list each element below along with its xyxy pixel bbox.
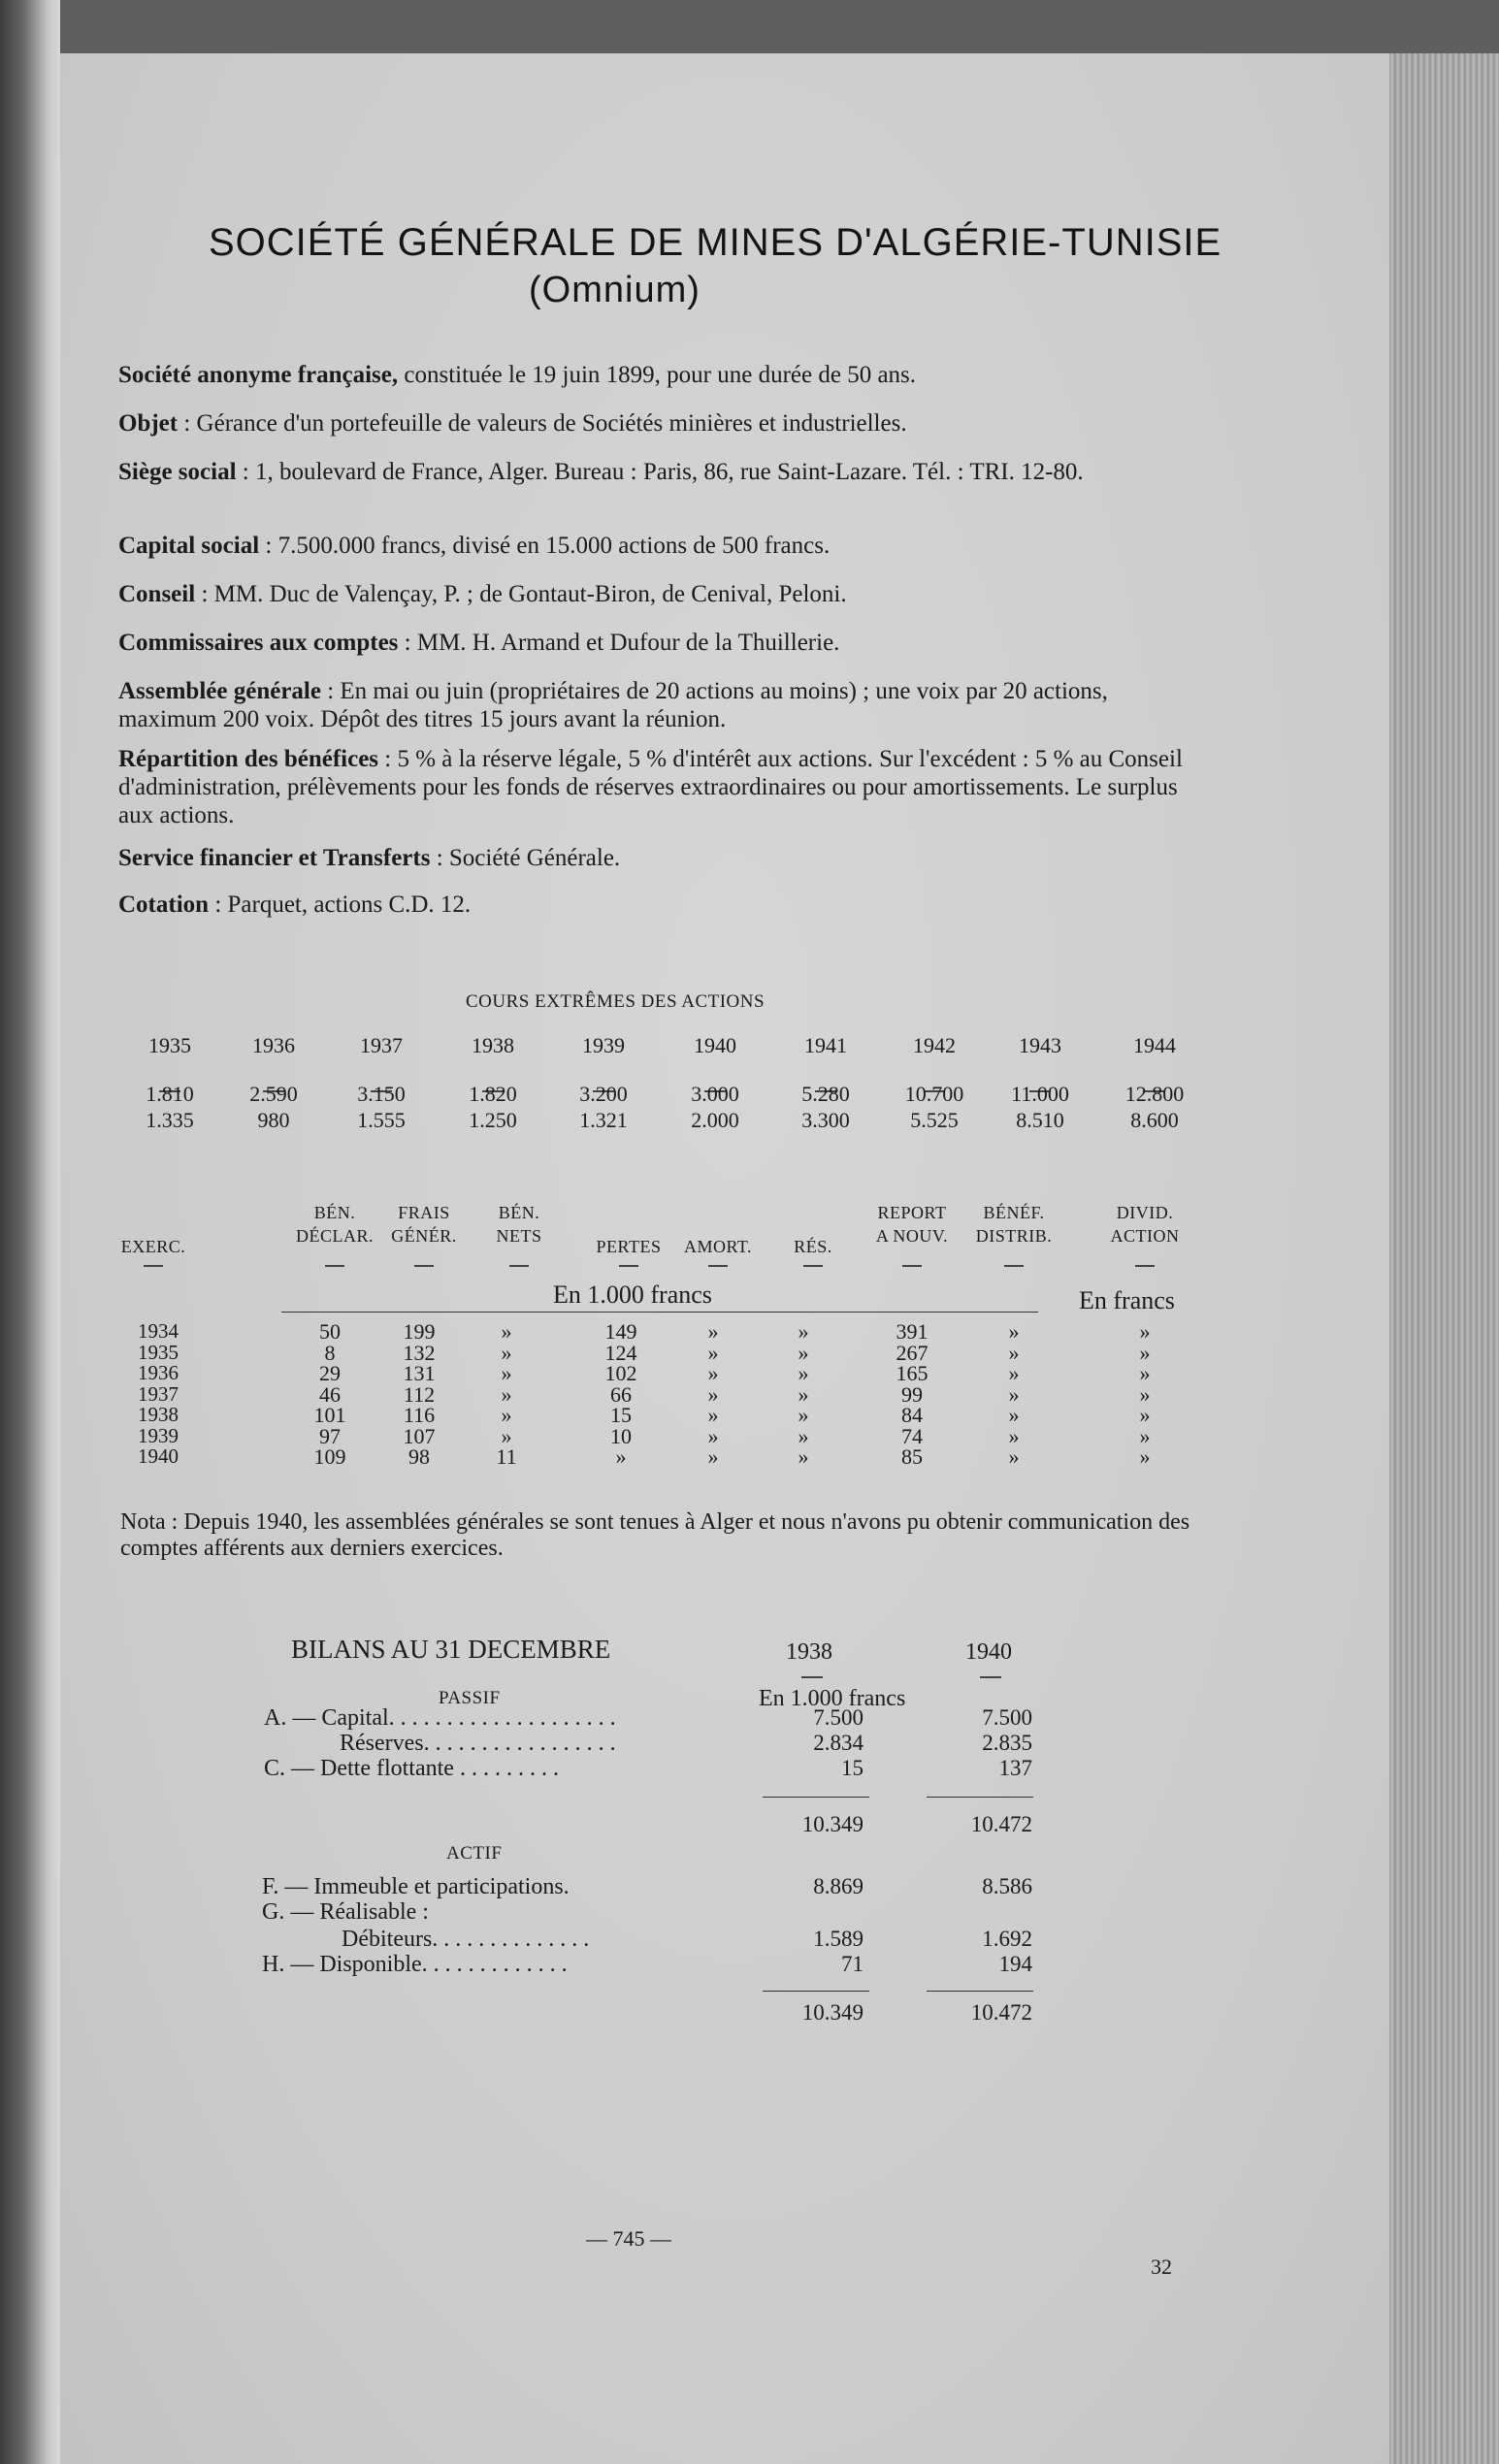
para-text: : MM. H. Armand et Dufour de la Thuillerie. (404, 630, 840, 656)
results-cell: » (1139, 1361, 1151, 1385)
page-number: — 745 — (586, 2226, 671, 2251)
para-label: Conseil (118, 581, 196, 607)
actif-label: ACTIF (446, 1843, 503, 1864)
unit-right: En francs (1079, 1286, 1175, 1314)
results-cell: » (501, 1381, 512, 1407)
paragraph-objet (118, 409, 1205, 438)
results-cell: 124 (604, 1340, 637, 1365)
cours-low: 1.321 (579, 1108, 628, 1132)
cours-low: 8.600 (1130, 1108, 1179, 1132)
paragraph-service (118, 844, 1205, 872)
results-header: A NOUV. (875, 1226, 949, 1246)
results-cell: 199 (403, 1319, 436, 1344)
results-header: PERTES (596, 1237, 662, 1256)
results-cell: » (501, 1361, 512, 1385)
results-cell: 149 (604, 1319, 637, 1344)
para-text: : Société Générale. (436, 845, 621, 871)
para-text: constituée le 19 juin 1899, pour une durée de 50 ans. (404, 362, 917, 388)
results-cell: » (707, 1381, 719, 1407)
results-cell: 101 (313, 1403, 346, 1427)
para-text: : Gérance d'un portefeuille de valeurs de Sociétés minières et industrielles. (183, 410, 907, 437)
cours-low: 5.525 (910, 1108, 959, 1132)
dash (325, 1265, 344, 1267)
actif-total-1938: 10.349 (801, 2000, 864, 2025)
results-cell: » (1139, 1444, 1151, 1469)
passif-item: C. — Dette flottante . . . . . . . . . (264, 1756, 559, 1781)
dash (1004, 1265, 1024, 1267)
results-cell: 66 (610, 1381, 632, 1407)
results-cell: » (707, 1319, 719, 1344)
cours-low: 8.510 (1016, 1108, 1064, 1132)
para-text: : Parquet, actions C.D. 12. (214, 892, 472, 918)
cours-year: 1943 (1019, 1033, 1061, 1057)
cours-low: 1.335 (146, 1108, 194, 1132)
paragraph-cotation (118, 891, 1205, 919)
passif-label: PASSIF (439, 1688, 501, 1708)
dash (1135, 1265, 1155, 1267)
results-cell: 112 (403, 1381, 436, 1407)
results-year: 1939 (138, 1423, 179, 1447)
para-text: : MM. Duc de Valençay, P. ; de Gontaut-Biron, de Cenival, Peloni. (201, 581, 847, 607)
cours-high: 10.700 (904, 1082, 964, 1106)
results-year: 1937 (138, 1381, 179, 1406)
passif-value-1940: 2.835 (982, 1731, 1032, 1755)
results-header: FRAIS (398, 1203, 450, 1222)
results-cell: » (798, 1403, 809, 1427)
cours-low: 3.300 (801, 1108, 850, 1132)
cours-year: 1939 (582, 1033, 625, 1057)
para-text: : 7.500.000 francs, divisé en 15.000 actions de 500 francs. (265, 533, 831, 559)
bilans-unit: En 1.000 francs (759, 1686, 906, 1711)
results-cell: » (501, 1423, 512, 1448)
cours-year: 1935 (148, 1033, 191, 1057)
total-rule (763, 1797, 869, 1798)
paragraph-societe (118, 361, 1205, 389)
results-cell: » (1008, 1403, 1020, 1427)
note: Nota : Depuis 1940, les assemblées générales se sont tenues à Alger et nous n'avons pu obtenir communication des comptes afférents aux derniers exercices. (120, 1509, 1190, 1561)
actif-item: H. — Disponible. . . . . . . . . . . . . (262, 1952, 568, 1977)
cours-low: 2.000 (691, 1108, 739, 1132)
actif-item: Débiteurs. . . . . . . . . . . . . . (342, 1927, 590, 1952)
passif-item: Réserves. . . . . . . . . . . . . . . . . (340, 1731, 616, 1756)
para-text: : 1, boulevard de France, Alger. Bureau : Paris, 86, rue Saint-Lazare. Tél. : TRI. 12-80. (242, 459, 1084, 485)
page-edges (1389, 53, 1499, 2464)
passif-value-1938: 15 (841, 1756, 864, 1780)
actif-item: F. — Immeuble et participations. (262, 1874, 570, 1899)
passif-value-1938: 7.500 (813, 1705, 864, 1730)
results-cell: » (1139, 1423, 1151, 1448)
cours-year: 1938 (472, 1033, 514, 1057)
actif-value-1940: 8.586 (982, 1874, 1032, 1898)
paragraph-siege (118, 458, 1205, 486)
total-rule (763, 1991, 869, 1992)
results-cell: » (798, 1423, 809, 1448)
paragraph-capital (118, 532, 1205, 560)
passif-value-1938: 2.834 (813, 1731, 864, 1755)
results-cell: 10 (610, 1423, 632, 1448)
actif-value-1938: 71 (841, 1952, 864, 1976)
results-year: 1934 (138, 1319, 179, 1343)
actif-total-1940: 10.472 (970, 2000, 1032, 2025)
cours-year: 1937 (360, 1033, 403, 1057)
results-cell: 8 (324, 1340, 336, 1365)
results-cell: » (1008, 1423, 1020, 1448)
document-subtitle: (Omnium) (529, 270, 701, 310)
results-header: DISTRIB. (975, 1226, 1053, 1246)
results-header: GÉNÉR. (391, 1226, 457, 1246)
cours-year: 1941 (804, 1033, 847, 1057)
passif-item: A. — Capital. . . . . . . . . . . . . . . . . . . . (264, 1705, 616, 1731)
results-cell: » (1008, 1444, 1020, 1469)
results-cell: » (501, 1403, 512, 1427)
para-label: Capital social (118, 533, 260, 559)
results-cell: » (707, 1423, 719, 1448)
paragraph-conseil (118, 580, 1205, 608)
cours-low: 1.555 (357, 1108, 406, 1132)
para-label: Société anonyme française, (118, 362, 399, 388)
actif-value-1940: 1.692 (982, 1927, 1032, 1951)
actif-item: G. — Réalisable : (262, 1899, 429, 1925)
cours-high: 1.820 (469, 1082, 517, 1106)
results-header: BÉNÉF. (983, 1203, 1045, 1222)
results-year: 1938 (138, 1403, 179, 1426)
results-cell: » (1139, 1340, 1151, 1365)
results-cell: » (1139, 1403, 1151, 1427)
results-cell: 107 (403, 1423, 436, 1448)
unit-bracket (281, 1312, 1038, 1313)
results-header: DIVID. (1116, 1203, 1174, 1222)
results-cell: » (1008, 1361, 1020, 1385)
total-rule (927, 1797, 1033, 1798)
results-cell: 50 (319, 1319, 341, 1344)
para-text: : En mai ou juin (propriétaires de 20 actions au moins) ; une voix par 20 actions, maximum 200 voix. Dépôt des titres 15 jours avant la réunion. (118, 678, 1108, 732)
cours-high: 11.000 (1011, 1082, 1069, 1106)
results-cell: 99 (901, 1381, 923, 1407)
dash (414, 1265, 434, 1267)
para-label: Service financier et Transferts (118, 845, 431, 871)
dash (801, 1676, 823, 1678)
book-spine (0, 0, 60, 2464)
results-header: NETS (496, 1226, 542, 1246)
results-cell: » (1139, 1381, 1151, 1407)
paragraph-commissaires (118, 629, 1205, 657)
dash (902, 1265, 922, 1267)
cours-high: 1.810 (146, 1082, 194, 1106)
results-cell: 109 (313, 1444, 346, 1469)
document-title: SOCIÉTÉ GÉNÉRALE DE MINES D'ALGÉRIE-TUNISIE (209, 221, 1222, 264)
results-cell: » (1139, 1319, 1151, 1344)
bilans-year-1940: 1940 (965, 1639, 1012, 1665)
results-year: 1940 (138, 1444, 179, 1468)
paragraph-repartition (118, 745, 1205, 829)
cours-high: 5.280 (801, 1082, 850, 1106)
results-header: EXERC. (120, 1237, 186, 1256)
results-cell: » (1008, 1381, 1020, 1407)
dash (708, 1265, 728, 1267)
results-cell: 116 (403, 1403, 436, 1427)
results-cell: 98 (408, 1444, 430, 1469)
cours-year: 1942 (913, 1033, 956, 1057)
para-text: : 5 % à la réserve légale, 5 % d'intérêt aux actions. Sur l'excédent : 5 % au Conseil d'administration, prélèvements pour les fonds de réserves extraordinaires ou pour amortissements. Le surplus aux actions. (118, 746, 1183, 828)
results-cell: » (798, 1444, 809, 1469)
results-cell: » (798, 1381, 809, 1407)
para-label: Cotation (118, 892, 210, 918)
results-cell: » (707, 1361, 719, 1385)
dash (509, 1265, 529, 1267)
results-year: 1936 (138, 1361, 179, 1384)
results-cell: 102 (604, 1361, 637, 1385)
results-header: REPORT (877, 1203, 947, 1222)
results-cell: 267 (896, 1340, 929, 1365)
results-cell: » (1008, 1340, 1020, 1365)
results-cell: 97 (319, 1423, 341, 1448)
actif-value-1938: 1.589 (813, 1927, 864, 1951)
cours-high: 2.590 (249, 1082, 298, 1106)
passif-value-1940: 137 (998, 1756, 1032, 1780)
cours-high: 3.150 (357, 1082, 406, 1106)
passif-total-1938: 10.349 (801, 1812, 864, 1836)
results-cell: 132 (403, 1340, 436, 1365)
para-label: Siège social (118, 459, 237, 485)
results-cell: » (615, 1444, 627, 1469)
results-cell: 131 (403, 1361, 436, 1385)
cours-heading: COURS EXTRÊMES DES ACTIONS (466, 991, 766, 1012)
results-header: BÉN. (498, 1203, 540, 1222)
results-cell: 165 (896, 1361, 929, 1385)
results-cell: 84 (901, 1403, 923, 1427)
results-cell: » (798, 1340, 809, 1365)
cours-year: 1940 (694, 1033, 736, 1057)
dash (980, 1676, 1001, 1678)
dash (803, 1265, 823, 1267)
cours-high: 3.200 (579, 1082, 628, 1106)
cours-year: 1936 (252, 1033, 295, 1057)
dash (619, 1265, 638, 1267)
cours-year: 1944 (1133, 1033, 1176, 1057)
results-cell: 391 (896, 1319, 929, 1344)
results-header: ACTION (1110, 1226, 1180, 1246)
results-cell: » (1008, 1319, 1020, 1344)
paragraph-assemblee (118, 677, 1205, 733)
para-label: Objet (118, 410, 179, 437)
bilans-year-1938: 1938 (786, 1639, 832, 1665)
results-cell: 29 (319, 1361, 341, 1385)
results-cell: » (707, 1340, 719, 1365)
para-label: Assemblée générale (118, 678, 321, 704)
para-label: Commissaires aux comptes (118, 630, 399, 656)
para-label: Répartition des bénéfices (118, 746, 379, 772)
results-cell: » (798, 1319, 809, 1344)
unit-left: En 1.000 francs (553, 1281, 712, 1309)
results-cell: » (707, 1403, 719, 1427)
results-year: 1935 (138, 1340, 179, 1364)
results-cell: 85 (901, 1444, 923, 1469)
results-header: BÉN. (313, 1203, 356, 1222)
cours-low: 1.250 (469, 1108, 517, 1132)
results-cell: 11 (496, 1444, 517, 1469)
results-header: RÉS. (794, 1237, 832, 1256)
sheet-number: 32 (1151, 2254, 1172, 2279)
passif-total-1940: 10.472 (970, 1812, 1032, 1836)
actif-value-1940: 194 (998, 1952, 1032, 1976)
results-cell: 15 (610, 1403, 632, 1427)
dash (144, 1265, 163, 1267)
results-header: AMORT. (683, 1237, 753, 1256)
bilans-heading: BILANS AU 31 DECEMBRE (291, 1635, 611, 1664)
results-cell: » (501, 1340, 512, 1365)
results-cell: » (707, 1444, 719, 1469)
results-cell: » (798, 1361, 809, 1385)
results-cell: » (501, 1319, 512, 1344)
results-cell: 46 (319, 1381, 341, 1407)
cours-high: 12.800 (1124, 1082, 1185, 1106)
results-header: DÉCLAR. (296, 1226, 374, 1246)
cours-low: 980 (257, 1108, 290, 1132)
cours-high: 3.000 (691, 1082, 739, 1106)
passif-value-1940: 7.500 (982, 1705, 1032, 1730)
results-cell: 74 (901, 1423, 923, 1448)
actif-value-1938: 8.869 (813, 1874, 864, 1898)
total-rule (927, 1991, 1033, 1992)
